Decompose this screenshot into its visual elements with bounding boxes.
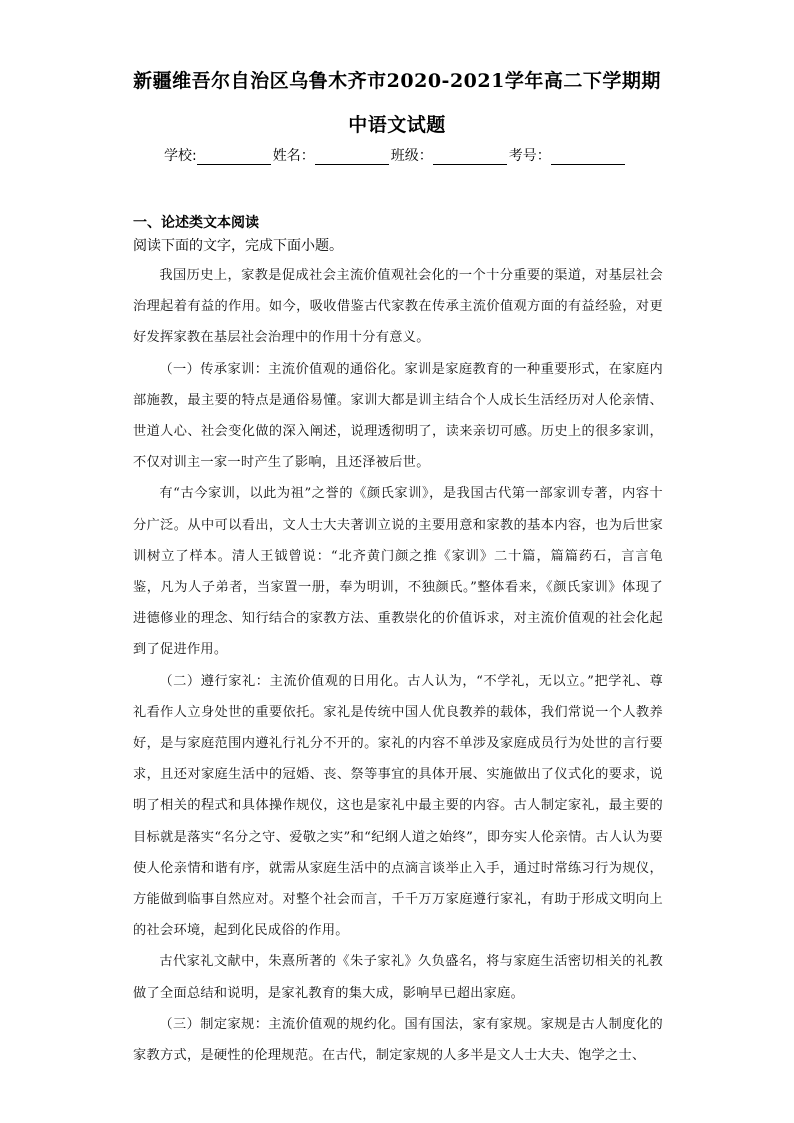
- passage-paragraph: 古代家礼文献中，朱熹所著的《朱子家礼》久负盛名，将与家庭生活密切相关的礼教做了全面总结和说明，是家礼教育的集大成，影响早已超出家庭。: [133, 954, 663, 1001]
- document-title-line-2: 中语文试题: [348, 114, 446, 136]
- section-heading: 一、论述类文本阅读: [133, 215, 259, 231]
- document-title-line-1: 新疆维吾尔自治区乌鲁木齐市2020-2021学年高二下学期期: [133, 70, 661, 92]
- school-blank: [197, 150, 271, 165]
- passage-paragraph: 有“古今家训，以此为祖”之誉的《颜氏家训》，是我国古代第一部家训专著，内容十分广泛。从中可以看出，文人士大夫著训立说的主要用意和家教的基本内容，也为后世家训树立了样本。清人王钺曾说：“北齐黄门颜之推《家训》二十篇，篇篇药石，言言龟鉴，凡为人子弟者，当家置一册，奉为明训，不独颜氏。”整体看来，《颜氏家训》体现了进德修业的理念、知行结合的家教方法、重教崇化的价值诉求，对主流价值观的社会化起到了促进作用。: [133, 486, 663, 658]
- student-info-fields: [164, 145, 627, 165]
- reading-instruction: 阅读下面的文字，完成下面小题。: [133, 238, 343, 254]
- passage-paragraph: （二）遵行家礼：主流价值观的日用化。古人认为，“不学礼，无以立。”把学礼、尊礼看作人立身处世的重要依托。家礼是传统中国人优良教养的载体，我们常说一个人教养好，是与家庭范围内遵礼行礼分不开的。家礼的内容不单涉及家庭成员行为处世的言行要求，且还对家庭生活中的冠婚、丧、祭等事宜的具体开展、实施做出了仪式化的要求，说明了相关的程式和具体操作规仪，这也是家礼中最主要的内容。古人制定家礼，最主要的目标就是落实“名分之守、爱敬之实”和“纪纲人道之始终”，即夯实人伦亲情。古人认为要使人伦亲情和谐有序，就需从家庭生活中的点滴言谈举止入手，通过时常练习行为规仪，方能做到临事自然应对。对整个社会而言，千千万万家庭遵行家礼，有助于形成文明向上的社会环境，起到化民成俗的作用。: [133, 673, 663, 939]
- name-label: 姓名：: [272, 148, 315, 164]
- class-label: 班级：: [390, 148, 433, 164]
- passage-paragraph: 我国历史上，家教是促成社会主流价值观社会化的一个十分重要的渠道，对基层社会治理起着有益的作用。如今，吸收借鉴古代家教在传承主流价值观方面的有益经验，对更好发挥家教在基层社会治理中的作用十分有意义。: [133, 268, 663, 346]
- passage-paragraph: （三）制定家规：主流价值观的规约化。国有国法，家有家规。家规是古人制度化的家教方式，是硬性的伦理规范。在古代，制定家规的人多半是文人士大夫、饱学之士、: [133, 1016, 663, 1064]
- school-label: 学校:: [164, 148, 197, 164]
- reading-passage: [133, 260, 663, 1071]
- name-blank: [315, 150, 389, 165]
- passage-paragraph: （一）传承家训：主流价值观的通俗化。家训是家庭教育的一种重要形式，在家庭内部施教，最主要的特点是通俗易懂。家训大都是训主结合个人成长生活经历对人伦亲情、世道人心、社会变化做的深入阐述，说理透彻明了，读来亲切可感。历史上的很多家训，不仅对训主一家一时产生了影响，且还泽被后世。: [133, 361, 663, 471]
- exam-number-blank: [551, 150, 625, 165]
- class-blank: [433, 150, 507, 165]
- exam-number-label: 考号：: [508, 148, 551, 164]
